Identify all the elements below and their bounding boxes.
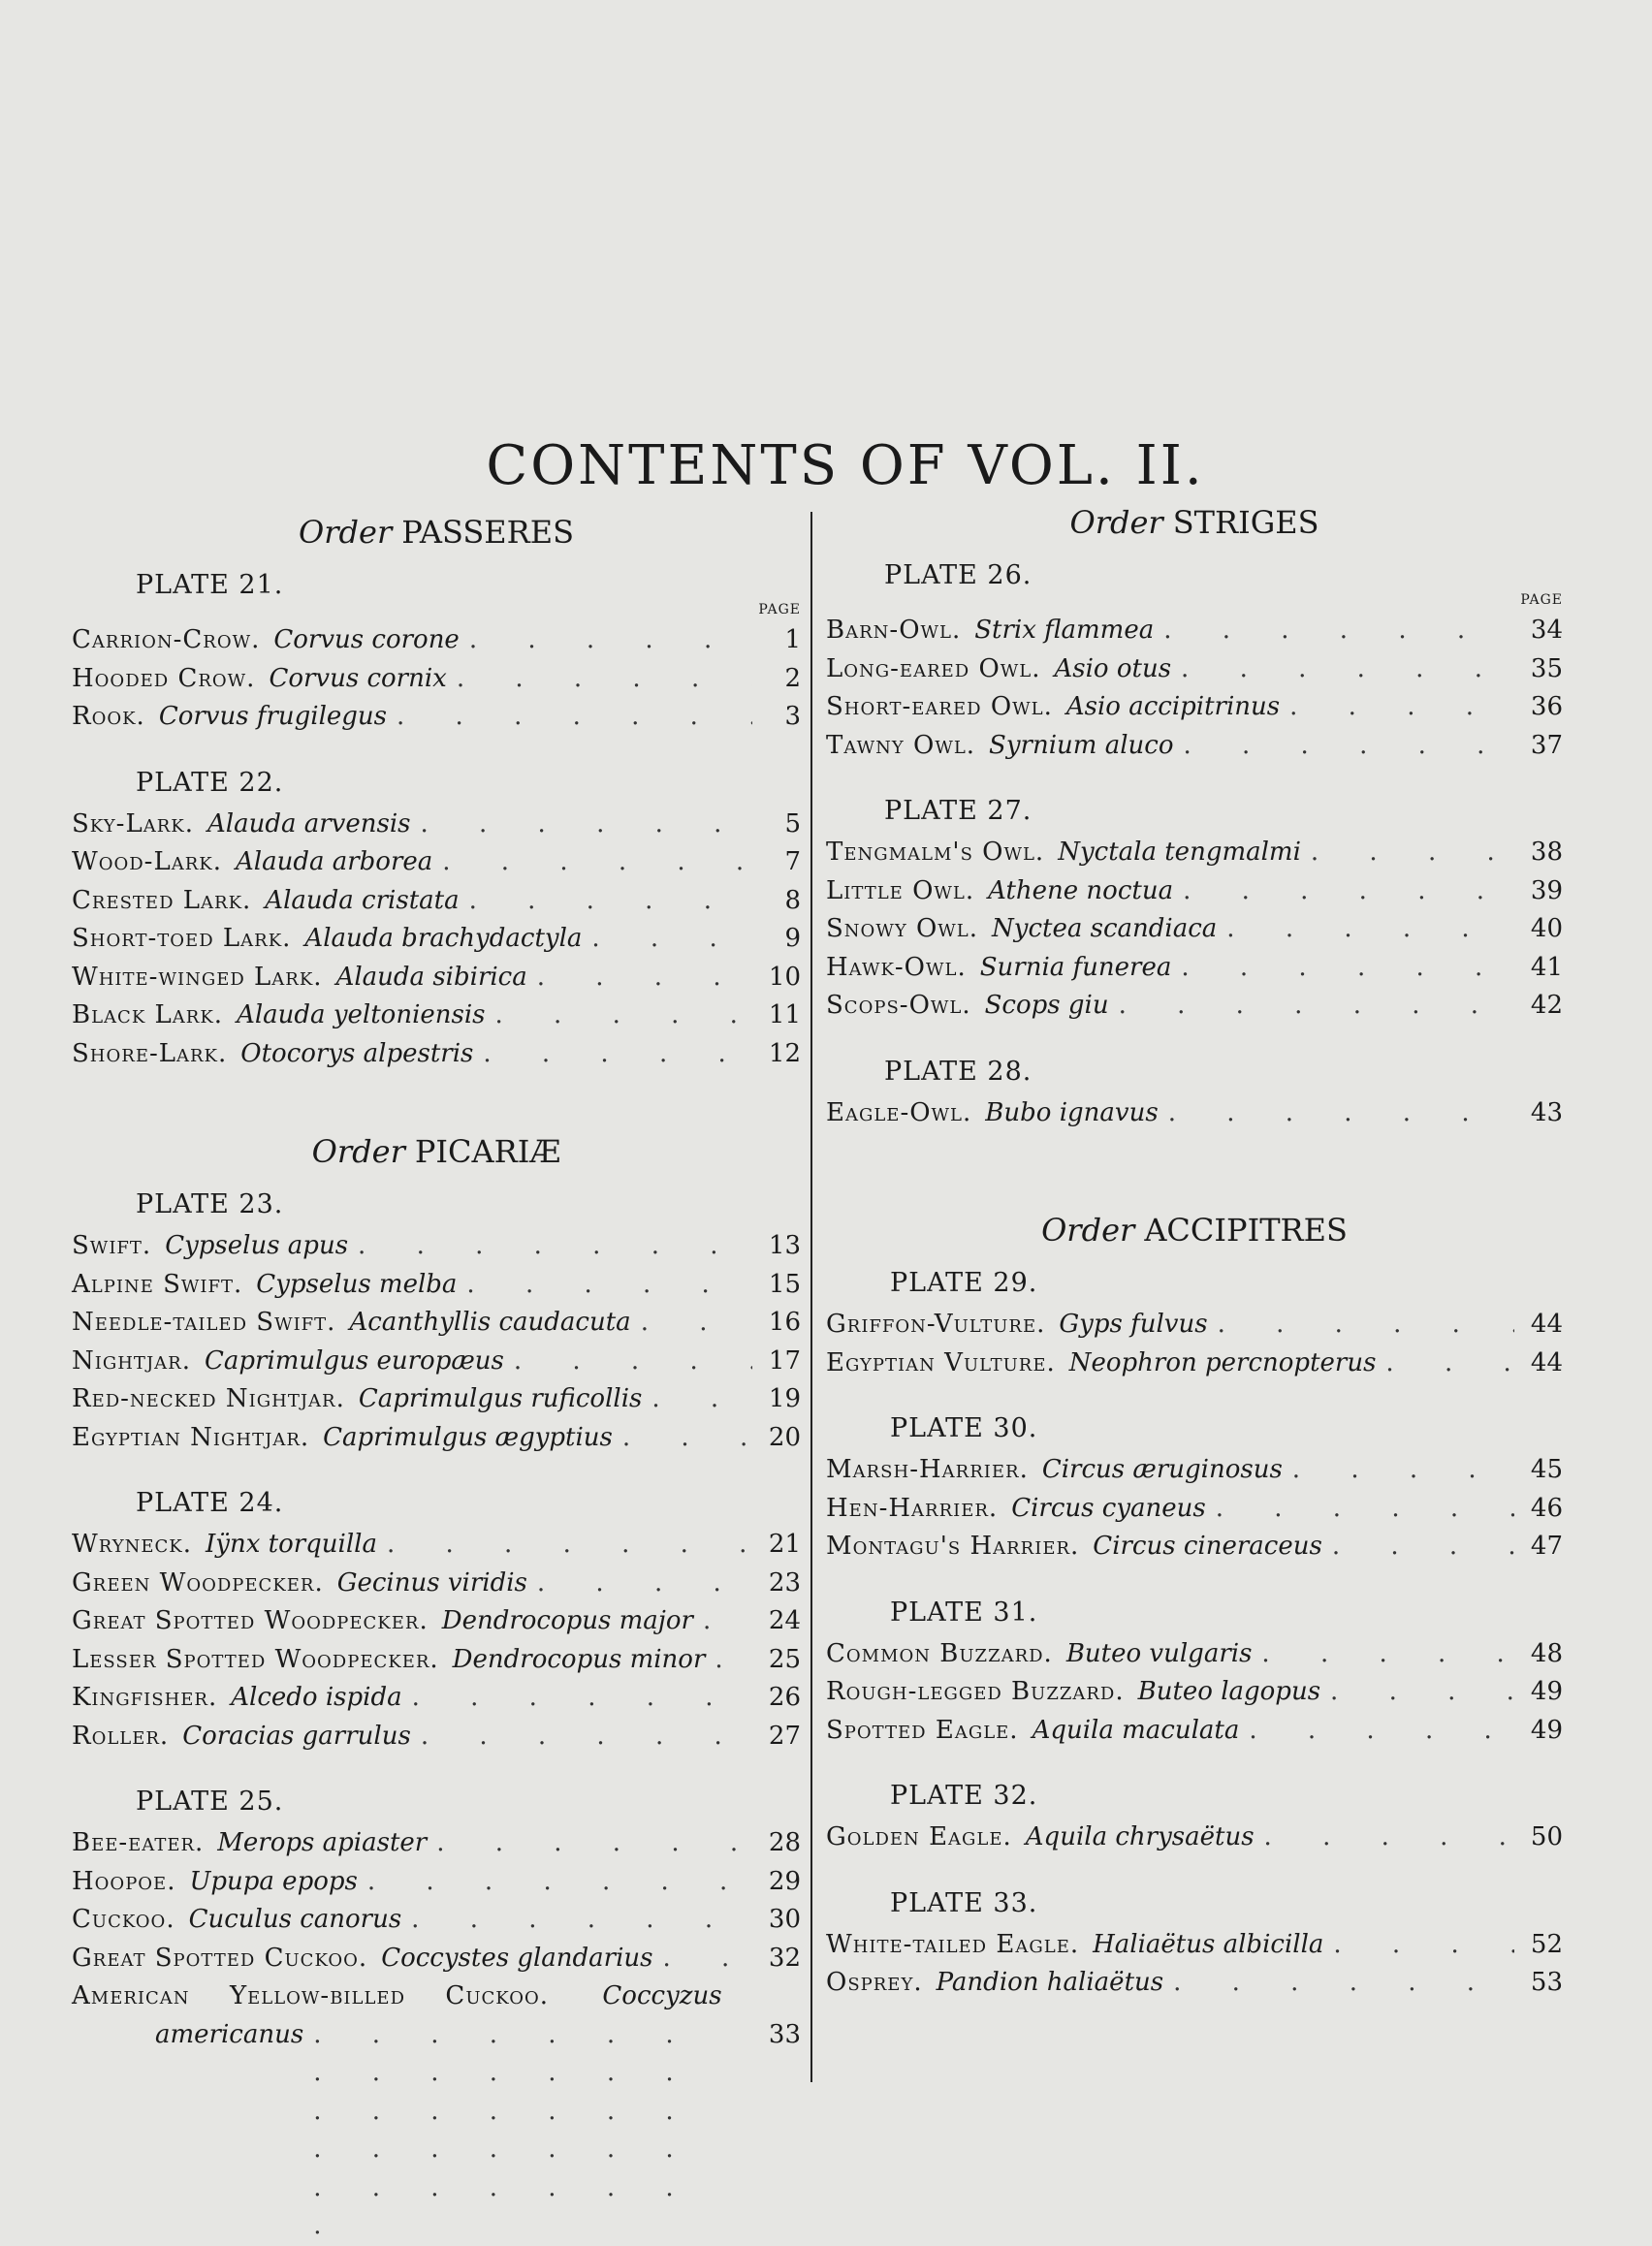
leader-dots <box>469 882 752 921</box>
common-name: Kingfisher. <box>72 1683 218 1712</box>
common-name: Short-eared Owl. <box>826 692 1053 721</box>
contents-entry <box>72 698 801 737</box>
page-number: 3 <box>784 702 801 731</box>
common-name: Long-eared Owl. <box>826 653 1041 683</box>
leader-dots <box>715 1641 752 1680</box>
page-number: 11 <box>768 1000 801 1029</box>
scientific-name: Buteo lagopus <box>1137 1677 1321 1706</box>
scientific-name: Circus æruginosus <box>1041 1455 1283 1484</box>
contents-entry <box>72 1419 801 1458</box>
page-number: 47 <box>1530 1532 1563 1561</box>
plate-heading: PLATE 25. <box>136 1787 284 1817</box>
order-heading <box>826 504 1563 541</box>
scientific-name: Gyps fulvus <box>1059 1310 1208 1339</box>
contents-entry <box>72 1901 801 1940</box>
scientific-name: Caprimulgus europæus <box>204 1345 504 1376</box>
page-number: 8 <box>784 885 801 915</box>
scientific-name: Strix flammea <box>974 616 1155 645</box>
page-number: 19 <box>768 1384 801 1413</box>
plate-heading: PLATE 23. <box>136 1189 284 1219</box>
contents-entry <box>72 959 801 997</box>
plate-heading: PLATE 28. <box>884 1056 1032 1087</box>
order-name: PASSERES <box>401 514 574 551</box>
leader-dots <box>591 920 752 959</box>
common-name: Short-toed Lark. <box>72 924 292 953</box>
common-name: Osprey. <box>826 1968 923 1997</box>
leader-dots <box>1292 1451 1514 1490</box>
leader-dots <box>313 2016 752 2246</box>
scientific-name: Corvus cornix <box>269 663 447 693</box>
page-number: 20 <box>768 1422 801 1452</box>
page-column-label: PAGE <box>758 602 801 617</box>
order-heading <box>826 1212 1563 1249</box>
page-number: 13 <box>768 1231 801 1260</box>
page-number: 21 <box>768 1530 801 1559</box>
page-number: 15 <box>768 1269 801 1299</box>
leader-dots <box>387 1526 752 1565</box>
common-name: Common Buzzard. <box>826 1638 1053 1668</box>
page-number: 39 <box>1530 875 1563 905</box>
page-number: 33 <box>768 2019 801 2049</box>
contents-entry <box>826 612 1563 650</box>
order-word: Order <box>1041 1212 1135 1249</box>
leader-dots <box>1332 1528 1514 1566</box>
contents-entry <box>826 987 1563 1026</box>
leader-dots <box>1333 1926 1514 1965</box>
common-name: Wryneck. <box>72 1530 192 1559</box>
common-name: Shore-Lark. <box>72 1038 228 1068</box>
common-name: Cuckoo. <box>445 1981 549 2010</box>
contents-entry <box>72 1266 801 1305</box>
contents-entry <box>72 660 801 699</box>
contents-entry <box>826 1490 1563 1529</box>
entry-line-2 <box>72 2016 801 2246</box>
page-number: 34 <box>1530 616 1563 645</box>
contents-entry <box>826 1344 1563 1383</box>
scientific-name: Corvus frugilegus <box>158 702 388 731</box>
page-number: 29 <box>768 1866 801 1896</box>
leader-dots <box>1181 650 1514 689</box>
contents-entry <box>826 834 1563 872</box>
scientific-name: Alauda sibirica <box>335 962 527 992</box>
common-name: Egyptian Vulture. <box>826 1347 1056 1377</box>
page-number: 25 <box>768 1644 801 1674</box>
leader-dots <box>397 698 752 737</box>
contents-entry <box>72 806 801 844</box>
scientific-name: Cypselus melba <box>256 1269 458 1299</box>
scientific-name: Gecinus viridis <box>336 1567 527 1598</box>
order-word: Order <box>311 1133 405 1170</box>
common-name: Golden Eagle. <box>826 1822 1012 1851</box>
page-number: 17 <box>768 1345 801 1376</box>
page-number: 10 <box>768 962 801 992</box>
spacer <box>762 1977 801 2016</box>
leader-dots <box>483 1035 752 1074</box>
common-name: Snowy Owl. <box>826 914 979 943</box>
scientific-name: Alcedo ispida <box>231 1683 402 1712</box>
page-number: 27 <box>768 1721 801 1751</box>
scientific-name: Haliaëtus albicilla <box>1093 1929 1324 1959</box>
leader-dots <box>703 1602 752 1641</box>
scientific-name: Cypselus apus <box>165 1231 349 1260</box>
scientific-name: Dendrocopus major <box>441 1606 693 1635</box>
scientific-name: Coccyzus <box>602 1981 722 2010</box>
page-number: 40 <box>1530 914 1563 943</box>
leader-dots <box>1249 1712 1514 1751</box>
page-number: 45 <box>1530 1455 1563 1484</box>
leader-dots <box>469 621 752 660</box>
contents-entry <box>826 1819 1563 1857</box>
scientific-name: Buteo vulgaris <box>1065 1638 1253 1668</box>
contents-entry <box>826 872 1563 911</box>
contents-entry <box>826 949 1563 988</box>
contents-entry <box>826 1094 1563 1133</box>
contents-entry <box>72 843 801 882</box>
common-name: Tengmalm's Owl. <box>826 838 1045 867</box>
plate-heading: PLATE 31. <box>890 1597 1038 1628</box>
contents-entry <box>72 1824 801 1863</box>
page-number: 48 <box>1530 1638 1563 1668</box>
order-heading <box>72 514 801 551</box>
leader-dots <box>537 959 752 997</box>
scientific-name: Caprimulgus ægyptius <box>323 1422 613 1452</box>
leader-dots <box>1289 688 1514 727</box>
contents-entry <box>72 1602 801 1641</box>
contents-entry <box>72 1343 801 1381</box>
contents-entry <box>826 688 1563 727</box>
scientific-name: Aquila chrysaëtus <box>1025 1822 1255 1851</box>
contents-entry <box>72 1035 801 1074</box>
contents-entry <box>72 1863 801 1902</box>
leader-dots <box>514 1343 752 1381</box>
plate-heading: PLATE 24. <box>136 1488 284 1518</box>
leader-dots <box>1218 1306 1514 1344</box>
leader-dots <box>622 1419 752 1458</box>
contents-entry <box>72 1641 801 1680</box>
page-number: 38 <box>1530 838 1563 867</box>
common-name: Griffon-Vulture. <box>826 1310 1046 1339</box>
leader-dots <box>1330 1673 1514 1712</box>
leader-dots <box>1261 1635 1514 1674</box>
common-name: Green Woodpecker. <box>72 1567 324 1598</box>
common-name: Red-necked Nightjar. <box>72 1384 345 1413</box>
scientific-name: Scops giu <box>984 991 1109 1020</box>
contents-entry <box>72 1304 801 1343</box>
page-number: 53 <box>1530 1968 1563 1997</box>
leader-dots <box>1226 910 1514 949</box>
common-name: Cuckoo. <box>72 1905 175 1934</box>
leader-dots <box>663 1940 752 1978</box>
scientific-name: Asio otus <box>1054 653 1172 683</box>
plate-heading: PLATE 27. <box>884 796 1032 826</box>
contents-entry <box>826 1528 1563 1566</box>
scientific-name: Circus cyaneus <box>1011 1493 1206 1523</box>
contents-entry <box>826 1451 1563 1490</box>
leader-dots <box>411 1901 752 1940</box>
common-name: Black Lark. <box>72 1000 224 1029</box>
order-word: Order <box>299 514 393 551</box>
common-name: Lesser Spotted Woodpecker. <box>72 1644 439 1674</box>
page-number: 42 <box>1530 991 1563 1020</box>
common-name: Alpine Swift. <box>72 1269 243 1299</box>
leader-dots <box>1181 949 1514 988</box>
scientific-name: Nyctala tengmalmi <box>1058 838 1301 867</box>
contents-entry <box>72 621 801 660</box>
leader-dots <box>1168 1094 1514 1133</box>
scientific-name: Alauda arvensis <box>206 808 411 838</box>
scientific-name: Coccystes glandarius <box>381 1943 653 1973</box>
common-name: Montagu's Harrier. <box>826 1532 1080 1561</box>
contents-entry <box>826 1635 1563 1674</box>
contents-entry <box>72 1940 801 1978</box>
plate-heading: PLATE 32. <box>890 1781 1038 1811</box>
leader-dots <box>1264 1819 1514 1857</box>
page-number: 46 <box>1530 1493 1563 1523</box>
common-name: American <box>72 1981 190 2010</box>
leader-dots <box>1385 1344 1514 1383</box>
scientific-name: Alauda cristata <box>265 885 460 915</box>
common-name: Eagle-Owl. <box>826 1097 972 1127</box>
page-number: 50 <box>1530 1822 1563 1851</box>
page-title: CONTENTS OF VOL. II. <box>486 433 1205 497</box>
leader-dots <box>457 660 752 699</box>
scientific-name: Pandion haliaëtus <box>936 1968 1164 1997</box>
contents-entry <box>72 920 801 959</box>
page-number: 23 <box>768 1567 801 1598</box>
order-name: ACCIPITRES <box>1144 1212 1348 1249</box>
scientific-name: Caprimulgus ruficollis <box>358 1384 643 1413</box>
common-name: White-winged Lark. <box>72 962 323 992</box>
page-number: 5 <box>784 808 801 838</box>
leader-dots <box>420 806 752 844</box>
page-number: 24 <box>768 1606 801 1635</box>
common-name: Carrion-Crow. <box>72 625 261 654</box>
common-name: Barn-Owl. <box>826 616 962 645</box>
right-column <box>826 504 1563 1132</box>
plate-heading: PLATE 30. <box>890 1413 1038 1443</box>
scientific-name: Nyctea scandiaca <box>992 914 1218 943</box>
common-name: Hawk-Owl. <box>826 952 967 982</box>
page-number: 49 <box>1530 1715 1563 1745</box>
page-number: 16 <box>768 1308 801 1337</box>
page-number: 37 <box>1530 730 1563 760</box>
common-name: Hooded Crow. <box>72 663 256 693</box>
contents-entry <box>826 1964 1563 2003</box>
common-name: Scops-Owl. <box>826 991 971 1020</box>
left-column <box>72 504 801 2246</box>
leader-dots <box>421 1718 752 1756</box>
contents-entry <box>826 650 1563 689</box>
scientific-name: Alauda brachydactyla <box>304 924 583 953</box>
page-number: 44 <box>1530 1347 1563 1377</box>
leader-dots <box>436 1824 752 1863</box>
scientific-name: Bubo ignavus <box>985 1097 1159 1127</box>
leader-dots <box>466 1266 752 1305</box>
common-name: Needle-tailed Swift. <box>72 1308 336 1337</box>
order-heading <box>72 1133 801 1170</box>
column-divider <box>810 512 812 2082</box>
leader-dots <box>442 843 752 882</box>
order-name: PICARIÆ <box>414 1133 561 1170</box>
entry-line-1 <box>72 1977 801 2016</box>
page-number: 28 <box>768 1828 801 1857</box>
scientific-name: Athene noctua <box>988 875 1174 905</box>
common-name: Tawny Owl. <box>826 730 976 760</box>
page-number: 30 <box>768 1905 801 1934</box>
scientific-name: Upupa epops <box>189 1866 358 1896</box>
scientific-name: americanus <box>155 2019 304 2049</box>
scientific-name: Iÿnx torquilla <box>205 1530 377 1559</box>
common-name: Marsh-Harrier. <box>826 1455 1029 1484</box>
contents-entry <box>72 1718 801 1756</box>
leader-dots <box>651 1380 752 1419</box>
page-number: 1 <box>784 625 801 654</box>
common-name: Great Spotted Woodpecker. <box>72 1606 429 1635</box>
right-column-lower <box>826 1212 1563 2003</box>
common-name: Crested Lark. <box>72 885 252 915</box>
scientific-name: Syrnium aluco <box>989 730 1174 760</box>
common-name: Egyptian Nightjar. <box>72 1422 310 1452</box>
contents-entry-multiline <box>72 1977 801 2246</box>
common-name: Hoopoe. <box>72 1866 176 1896</box>
scientific-name: Circus cineraceus <box>1093 1532 1322 1561</box>
order-word: Order <box>1069 504 1163 541</box>
page-number: 52 <box>1530 1929 1563 1959</box>
contents-entry <box>72 1565 801 1603</box>
scientific-name: Dendrocopus minor <box>452 1644 706 1674</box>
leader-dots <box>1173 1964 1514 2003</box>
common-name: Yellow-billed <box>229 1981 406 2010</box>
contents-entry <box>72 996 801 1035</box>
leader-dots <box>1119 987 1514 1026</box>
scientific-name: Cuculus canorus <box>188 1905 402 1934</box>
contents-entry <box>826 1306 1563 1344</box>
contents-entry <box>826 1712 1563 1751</box>
common-name: Little Owl. <box>826 875 975 905</box>
scientific-name: Aquila maculata <box>1032 1715 1240 1745</box>
scientific-name: Alauda yeltoniensis <box>237 1000 486 1029</box>
plate-heading: PLATE 29. <box>890 1268 1038 1298</box>
leader-dots <box>641 1304 752 1343</box>
leader-dots <box>367 1863 752 1902</box>
common-name: Hen-Harrier. <box>826 1493 999 1523</box>
contents-entry <box>72 882 801 921</box>
common-name: White-tailed Eagle. <box>826 1929 1080 1959</box>
leader-dots <box>495 996 752 1035</box>
page-number: 2 <box>784 663 801 693</box>
contents-entry <box>72 1227 801 1266</box>
scientific-name: Corvus corone <box>273 625 460 654</box>
page-number: 26 <box>768 1683 801 1712</box>
plate-heading: PLATE 33. <box>890 1887 1038 1918</box>
page-number: 36 <box>1530 692 1563 721</box>
contents-entry <box>72 1679 801 1718</box>
scientific-name: Asio accipitrinus <box>1065 692 1281 721</box>
leader-dots <box>1216 1490 1514 1529</box>
scientific-name: Acanthyllis caudacuta <box>349 1308 631 1337</box>
contents-entry <box>826 910 1563 949</box>
contents-entry <box>826 1673 1563 1712</box>
leader-dots <box>1183 727 1514 766</box>
contents-entry <box>72 1526 801 1565</box>
page-number: 32 <box>768 1943 801 1973</box>
common-name: Swift. <box>72 1231 152 1260</box>
common-name: Roller. <box>72 1721 170 1751</box>
leader-dots <box>1183 872 1514 911</box>
scientific-name: Coracias garrulus <box>182 1721 411 1751</box>
page-number: 41 <box>1530 952 1563 982</box>
page-number: 43 <box>1530 1097 1563 1127</box>
scientific-name: Merops apiaster <box>217 1828 428 1857</box>
page-number: 44 <box>1530 1310 1563 1339</box>
page-column-label: PAGE <box>1520 592 1563 608</box>
plate-heading: PLATE 22. <box>136 767 284 798</box>
common-name: Great Spotted Cuckoo. <box>72 1943 368 1973</box>
contents-entry <box>826 727 1563 766</box>
page-number: 9 <box>784 924 801 953</box>
scientific-name: Alauda arborea <box>235 847 433 876</box>
plate-heading: PLATE 26. <box>884 560 1032 590</box>
common-name: Spotted Eagle. <box>826 1715 1019 1745</box>
common-name: Sky-Lark. <box>72 808 194 838</box>
page-number: 12 <box>768 1038 801 1068</box>
common-name: Wood-Lark. <box>72 847 222 876</box>
contents-entry <box>826 1926 1563 1965</box>
order-name: STRIGES <box>1172 504 1319 541</box>
leader-dots <box>1163 612 1514 650</box>
leader-dots <box>358 1227 752 1266</box>
leader-dots <box>412 1679 752 1718</box>
common-name: Nightjar. <box>72 1345 191 1376</box>
page-number: 49 <box>1530 1677 1563 1706</box>
scientific-name: Neophron percnopterus <box>1068 1347 1377 1377</box>
contents-entry <box>72 1380 801 1419</box>
scientific-name: Otocorys alpestris <box>240 1038 474 1068</box>
page-number: 35 <box>1530 653 1563 683</box>
plate-heading: PLATE 21. <box>136 570 284 600</box>
leader-dots <box>537 1565 752 1603</box>
common-name: Rough-legged Buzzard. <box>826 1677 1125 1706</box>
leader-dots <box>1311 834 1514 872</box>
scientific-name: Surnia funerea <box>979 952 1172 982</box>
common-name: Rook. <box>72 702 145 731</box>
common-name: Bee-eater. <box>72 1828 205 1857</box>
page-number: 7 <box>784 847 801 876</box>
